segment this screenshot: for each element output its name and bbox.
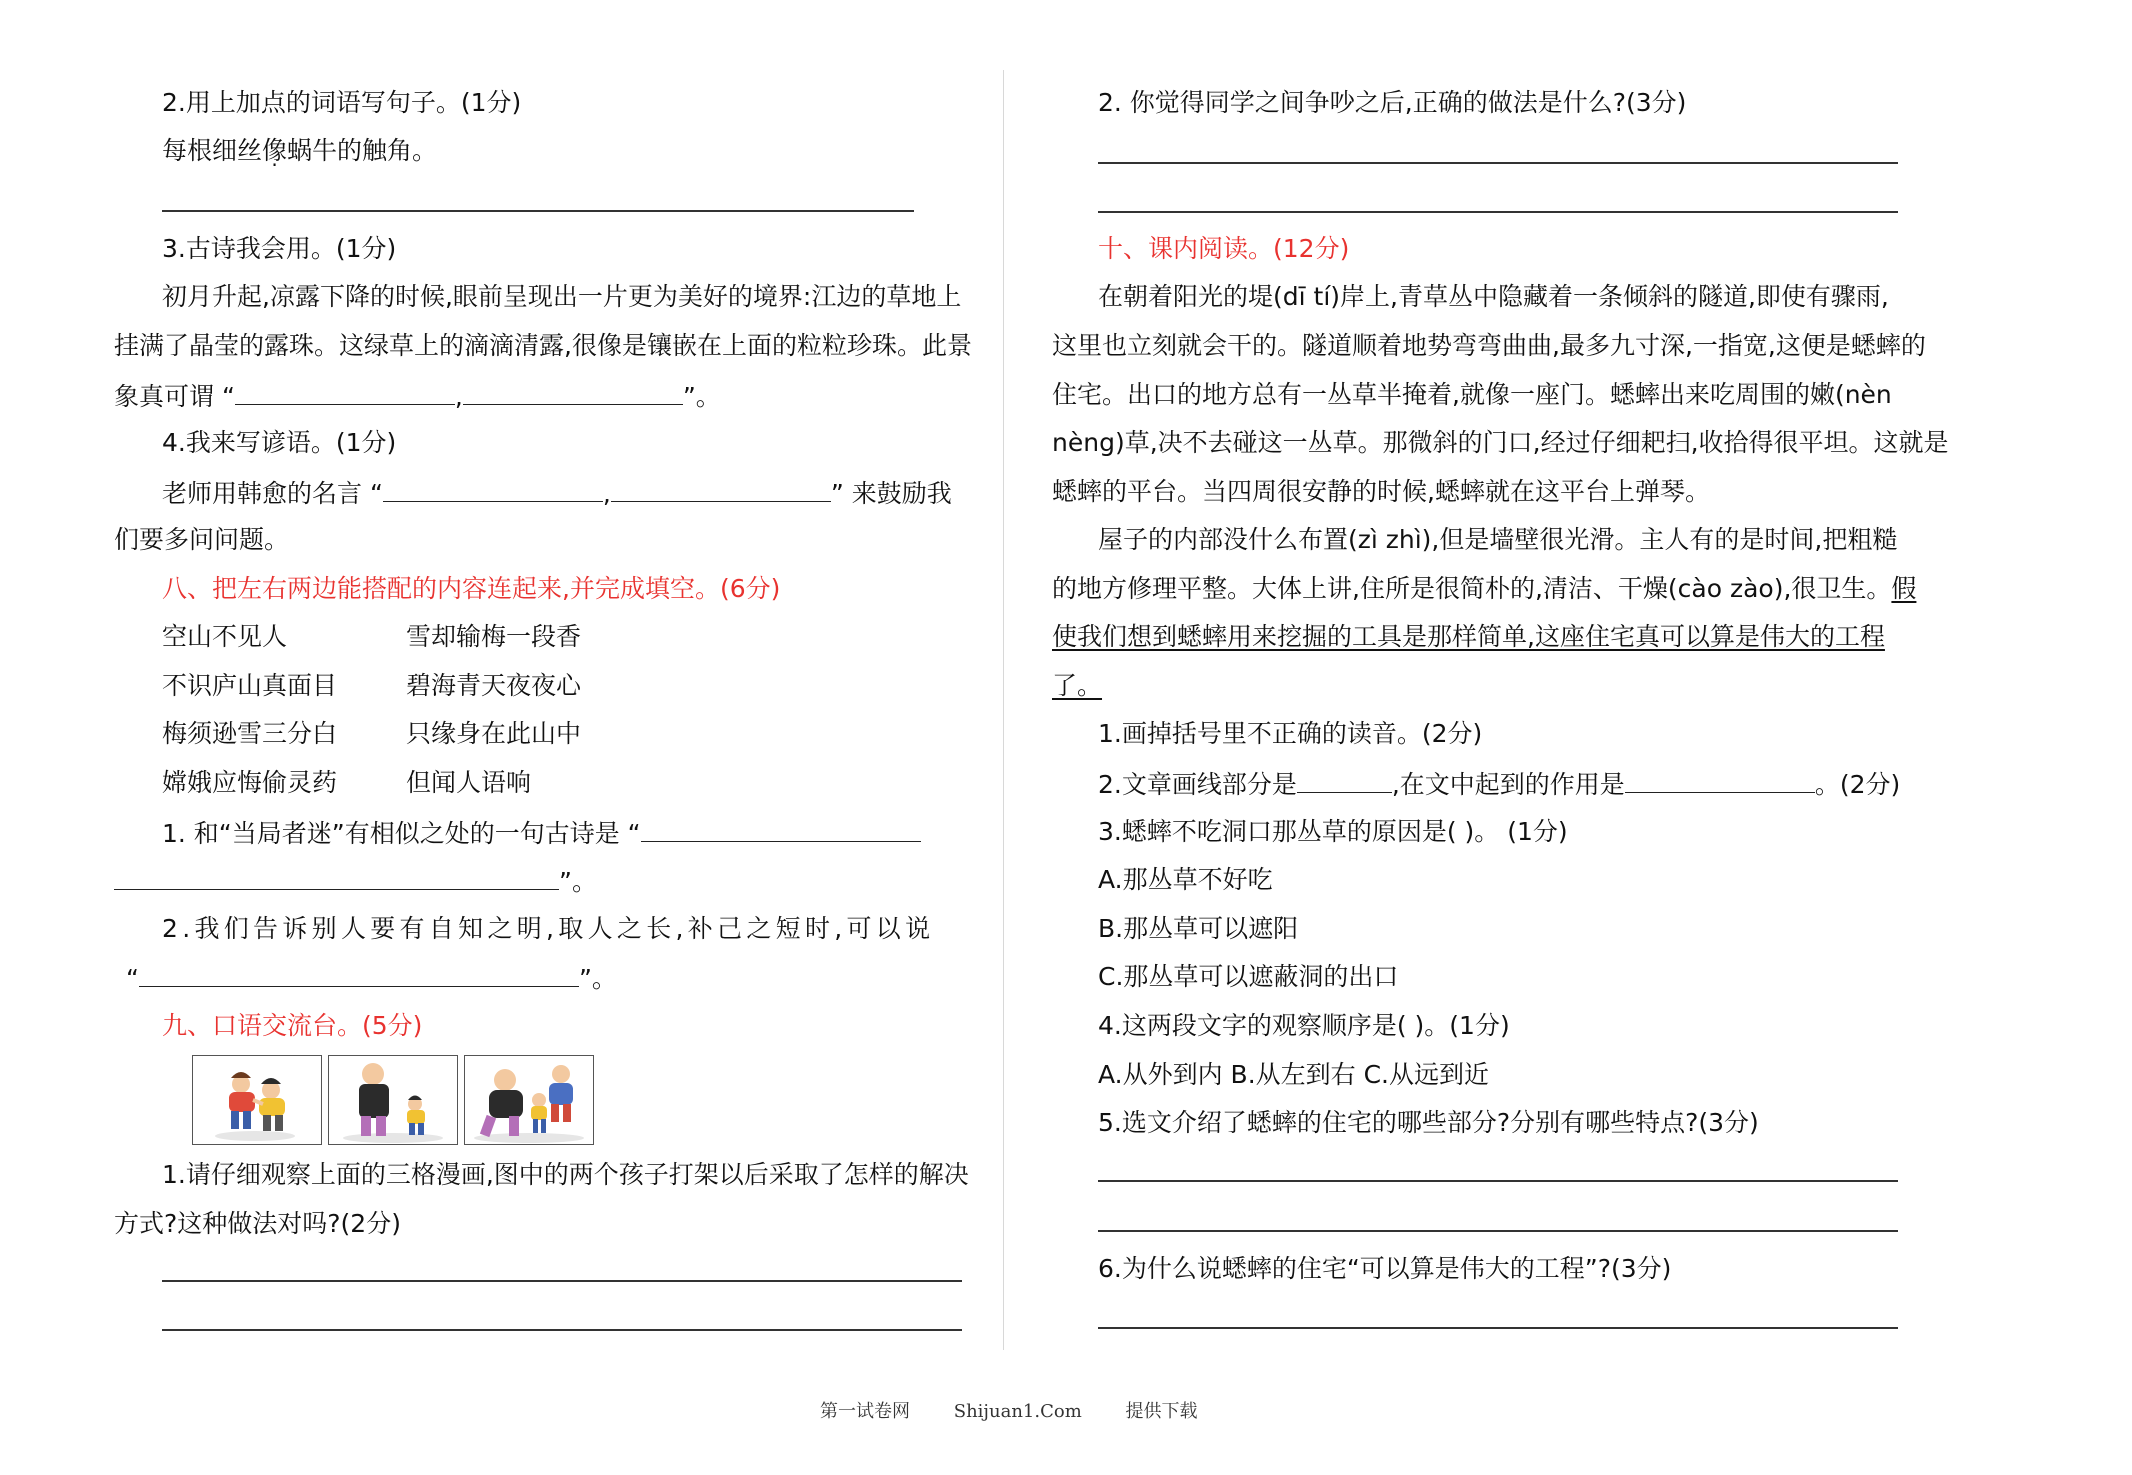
- answer-line[interactable]: [162, 1280, 962, 1282]
- fill-blank[interactable]: [641, 817, 921, 842]
- answer-line[interactable]: [1098, 1230, 1898, 1232]
- answer-line[interactable]: [1098, 1180, 1898, 1182]
- comic-panel-2: [328, 1055, 458, 1145]
- q4-title: 4.我来写谚语。(1分): [162, 428, 397, 457]
- r-q2-title: 2. 你觉得同学之间争吵之后,正确的做法是什么?(3分): [1098, 88, 1687, 117]
- match-right-3[interactable]: 只缘身在此山中: [406, 719, 582, 748]
- r-q3-option-b[interactable]: B.那丛草可以遮阳: [1098, 914, 1299, 943]
- r-q4-options[interactable]: A.从外到内 B.从左到右 C.从远到近: [1098, 1060, 1490, 1089]
- match-left-3[interactable]: 梅须逊雪三分白: [162, 719, 338, 748]
- footer-site-domain[interactable]: Shijuan1.Com: [953, 1401, 1082, 1422]
- passage-line5: 蟋蟀的平台。当四周很安静的时候,蟋蟀就在这平台上弹琴。: [1052, 477, 1710, 506]
- answer-line[interactable]: [1098, 162, 1898, 164]
- q4-paragraph-line1: 老师用韩愈的名言 “ , ” 来鼓励我: [162, 479, 952, 508]
- passage-line3: 住宅。出口的地方总有一丛草半掩着,就像一座门。蟋蟀出来吃周围的嫩(nèn: [1052, 380, 1892, 409]
- footer-download: 提供下载: [1125, 1401, 1198, 1422]
- fill-blank[interactable]: [1625, 768, 1815, 793]
- s8-q1-line1: 1. 和“当局者迷”有相似之处的一句古诗是 “: [162, 817, 921, 849]
- match-right-2[interactable]: 碧海青天夜夜心: [406, 671, 582, 700]
- q2-sentence: 每根细丝像蜗牛的触角。: [162, 136, 438, 165]
- r-q2: 2.文章画线部分是 ,在文中起到的作用是 。(2分): [1098, 770, 1901, 799]
- q3-paragraph-line2: 挂满了晶莹的露珠。这绿草上的滴滴清露,很像是镶嵌在上面的粒粒珍珠。此景: [114, 331, 972, 360]
- answer-line[interactable]: [162, 210, 914, 212]
- fill-blank[interactable]: [235, 380, 455, 405]
- match-left-4[interactable]: 嫦娥应悔偷灵药: [162, 768, 338, 797]
- s8-q2-line1: 2.我们告诉别人要有自知之明,取人之长,补己之短时,可以说: [162, 914, 935, 943]
- r-q1: 1.画掉括号里不正确的读音。(2分): [1098, 719, 1483, 748]
- passage-line6: 屋子的内部没什么布置(zì zhì),但是墙壁很光滑。主人有的是时间,把粗糙: [1098, 525, 1898, 554]
- q3-paragraph-line1: 初月升起,凉露下降的时候,眼前呈现出一片更为美好的境界:江边的草地上: [162, 282, 962, 311]
- emphasis-dot-word: 像: [262, 136, 288, 165]
- column-divider: [1003, 70, 1004, 1350]
- fill-blank[interactable]: [383, 477, 603, 502]
- fill-blank[interactable]: [611, 477, 831, 502]
- passage-line1: 在朝着阳光的堤(dī tí)岸上,青草丛中隐藏着一条倾斜的隧道,即使有骤雨,: [1098, 282, 1889, 311]
- s9-q1-line1: 1.请仔细观察上面的三格漫画,图中的两个孩子打架以后采取了怎样的解决: [162, 1160, 969, 1189]
- passage-line4: nèng)草,决不去碰这一丛草。那微斜的门口,经过仔细耙扫,收拾得很平坦。这就是: [1052, 428, 1949, 457]
- q3-paragraph-line3: 象真可谓 “ , ”。: [114, 382, 721, 411]
- fill-blank[interactable]: [1297, 768, 1392, 793]
- passage-line9-underlined: 了。: [1052, 671, 1103, 700]
- footer-site-name: 第一试卷网: [820, 1401, 910, 1422]
- comic-panel-1: [192, 1055, 322, 1145]
- s8-q2-line2: “ ”。: [126, 964, 617, 993]
- answer-line[interactable]: [162, 1329, 962, 1331]
- r-q3: 3.蟋蟀不吃洞口那丛草的原因是( )。 (1分): [1098, 817, 1568, 846]
- section-8-title: 八、把左右两边能搭配的内容连起来,并完成填空。(6分): [162, 574, 781, 603]
- underlined-text: 假: [1891, 574, 1917, 603]
- fill-blank[interactable]: [114, 865, 559, 890]
- r-q3-option-c[interactable]: C.那丛草可以遮蔽洞的出口: [1098, 962, 1399, 991]
- match-left-2[interactable]: 不识庐山真面目: [162, 671, 338, 700]
- passage-line7: 的地方修理平整。大体上讲,住所是很简朴的,清洁、干燥(cào zào),很卫生。假: [1052, 574, 1917, 603]
- q2-title: 2.用上加点的词语写句子。(1分): [162, 88, 522, 117]
- section-9-title: 九、口语交流台。(5分): [162, 1011, 423, 1040]
- answer-line[interactable]: [1098, 211, 1898, 213]
- section-10-title: 十、课内阅读。(12分): [1098, 234, 1350, 263]
- r-q6: 6.为什么说蟋蟀的住宅“可以算是伟大的工程”?(3分): [1098, 1254, 1672, 1283]
- r-q5: 5.选文介绍了蟋蟀的住宅的哪些部分?分别有哪些特点?(3分): [1098, 1108, 1759, 1137]
- s9-q1-line2: 方式?这种做法对吗?(2分): [114, 1209, 401, 1238]
- q3-title: 3.古诗我会用。(1分): [162, 234, 397, 263]
- passage-line8-underlined: 使我们想到蟋蟀用来挖掘的工具是那样简单,这座住宅真可以算是伟大的工程: [1052, 622, 1885, 651]
- r-q3-option-a[interactable]: A.那丛草不好吃: [1098, 865, 1273, 894]
- page-footer: [820, 1397, 1236, 1423]
- s8-q1-line2: ”。: [114, 865, 597, 897]
- r-q4: 4.这两段文字的观察顺序是( )。(1分): [1098, 1011, 1510, 1040]
- comic-panel-3: [464, 1055, 594, 1145]
- fill-blank[interactable]: [139, 962, 579, 987]
- fill-blank[interactable]: [463, 380, 683, 405]
- q4-paragraph-line2: 们要多问问题。: [114, 525, 290, 554]
- match-left-1[interactable]: 空山不见人: [162, 622, 288, 651]
- match-right-1[interactable]: 雪却输梅一段香: [406, 622, 582, 651]
- answer-line[interactable]: [1098, 1327, 1898, 1329]
- match-right-4[interactable]: 但闻人语响: [406, 768, 532, 797]
- passage-line2: 这里也立刻就会干的。隧道顺着地势弯弯曲曲,最多九寸深,一指宽,这便是蟋蟀的: [1052, 331, 1926, 360]
